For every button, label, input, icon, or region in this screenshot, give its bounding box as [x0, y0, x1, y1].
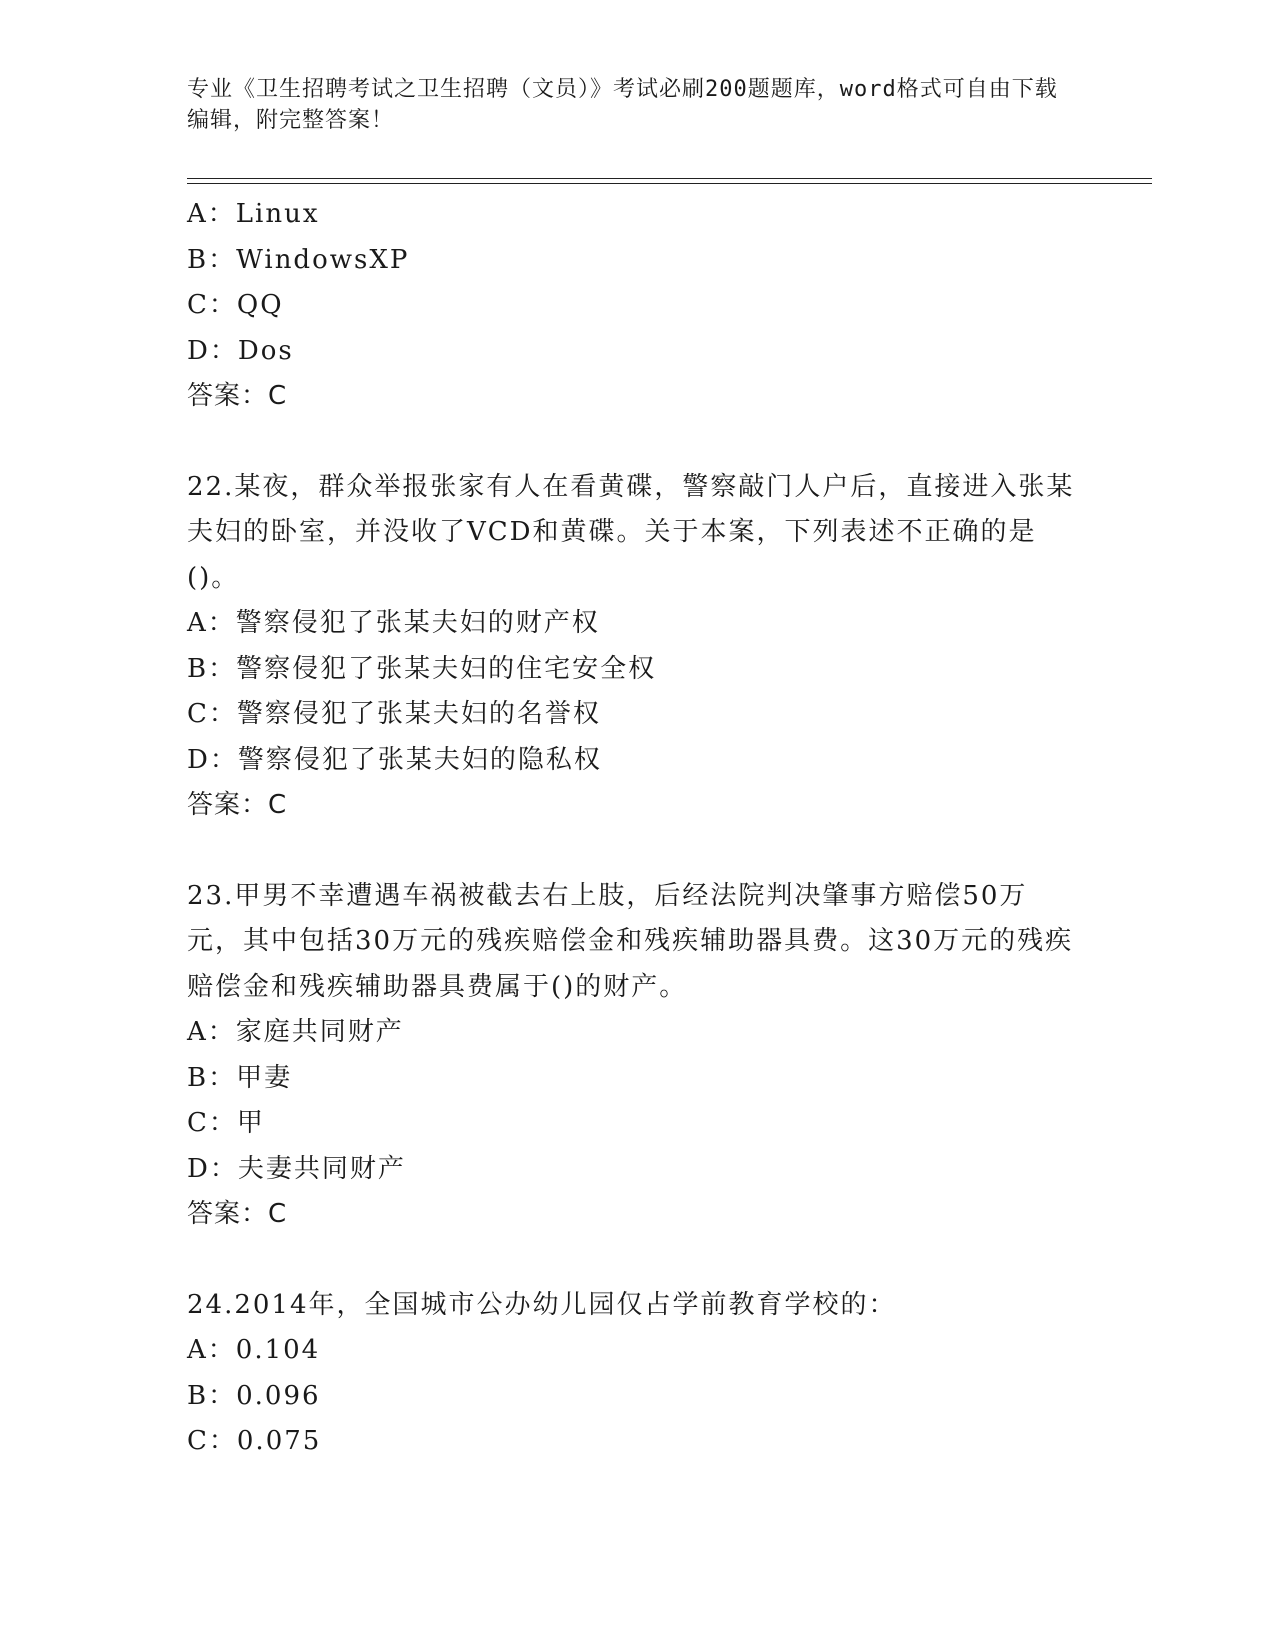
spacer: [187, 420, 1087, 465]
header-rule-bottom: [187, 183, 1152, 184]
document-header: 专业《卫生招聘考试之卫生招聘（文员）》考试必刷200题题库，word格式可自由下载编辑，附完整答案！: [187, 77, 1058, 133]
option-a: A：警察侵犯了张某夫妇的财产权: [187, 608, 600, 638]
option-b: B：甲妻: [187, 1062, 293, 1093]
option-a: A：0.104: [187, 1335, 321, 1365]
option-d: D：警察侵犯了张某夫妇的隐私权: [187, 744, 602, 775]
option-d: D：夫妻共同财产: [187, 1153, 406, 1184]
answer: 答案：C: [187, 1199, 288, 1229]
question-content: [187, 192, 1087, 1465]
question-24: [187, 1283, 1087, 1465]
answer: 答案：C: [187, 790, 288, 820]
question-23: [187, 874, 1087, 1238]
spacer: [187, 829, 1087, 874]
option-c: C：0.075: [187, 1426, 322, 1456]
option-b: B：0.096: [187, 1380, 321, 1411]
option-a: A：家庭共同财产: [187, 1017, 404, 1047]
previous-question-tail: [187, 192, 1087, 420]
question-text: 24.2014年，全国城市公办幼儿园仅占学前教育学校的：: [187, 1289, 897, 1320]
option-b: B：WindowsXP: [187, 244, 410, 275]
option-c: C：警察侵犯了张某夫妇的名誉权: [187, 699, 601, 729]
question-22: [187, 465, 1087, 829]
spacer: [187, 1238, 1087, 1283]
header-rule-top: [187, 178, 1152, 179]
option-d: D：Dos: [187, 335, 294, 366]
question-text: 23.甲男不幸遭遇车祸被截去右上肢，后经法院判决肇事方赔偿50万元，其中包括30万元的残疾赔偿金和残疾辅助器具费。这30万元的残疾赔偿金和残疾辅助器具费属于()的财产。: [187, 880, 1074, 1002]
option-a: A：Linux: [187, 199, 320, 229]
answer: 答案：C: [187, 381, 288, 411]
option-c: C：QQ: [187, 290, 284, 320]
option-b: B：警察侵犯了张某夫妇的住宅安全权: [187, 653, 657, 684]
option-c: C：甲: [187, 1108, 265, 1138]
question-text: 22.某夜，群众举报张家有人在看黄碟，警察敲门人户后，直接进入张某夫妇的卧室，并没收了VCD和黄碟。关于本案，下列表述不正确的是()。: [187, 471, 1075, 593]
